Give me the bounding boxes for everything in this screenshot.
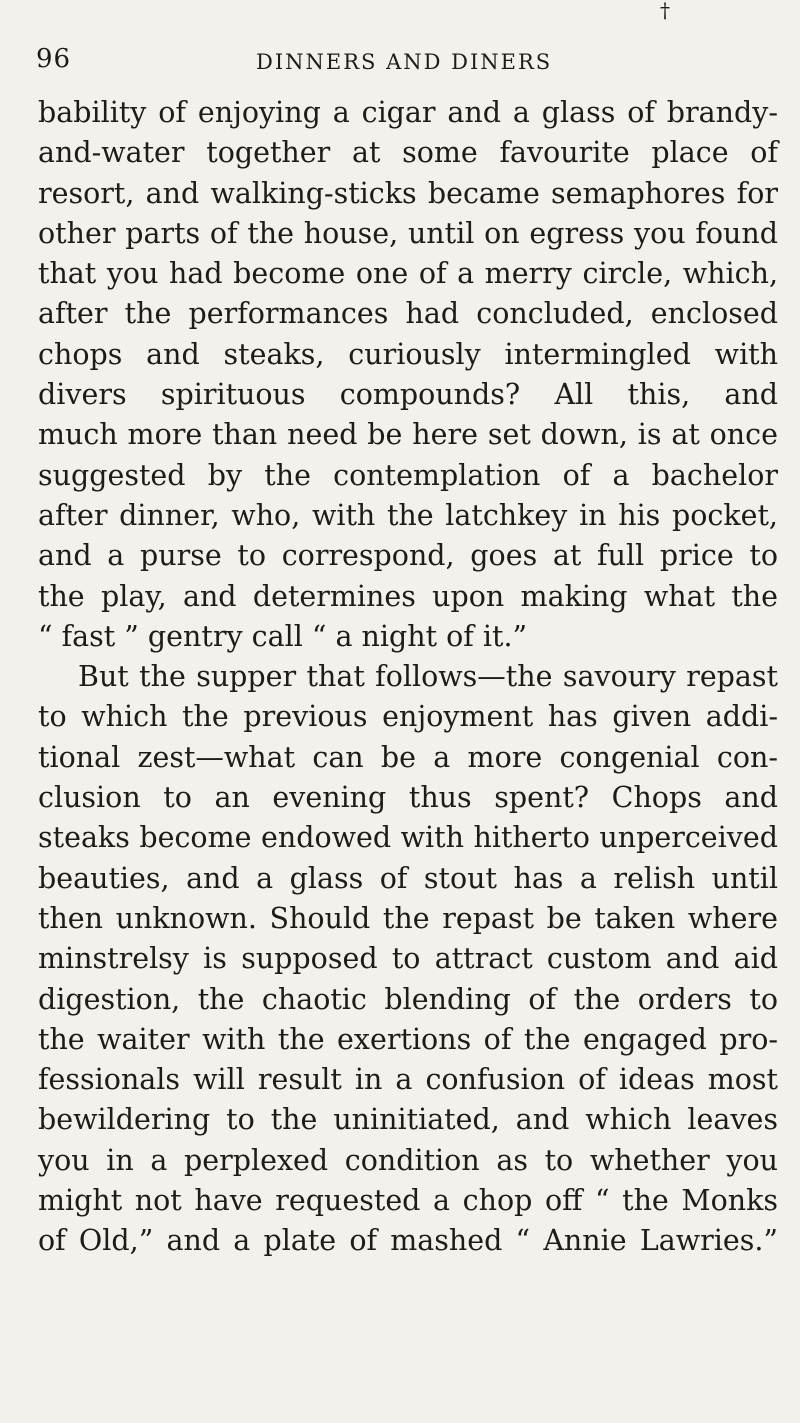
text-line: then unknown. Should the repast be taken where bbox=[38, 901, 778, 935]
text-line: bability of enjoying a cigar and a glass of brandy- bbox=[38, 96, 778, 129]
text-line: and a purse to correspond, goes at full price to bbox=[38, 539, 778, 573]
printer-mark: † bbox=[660, 0, 670, 22]
text-line: steaks become endowed with hitherto unperceived bbox=[38, 821, 778, 855]
text-line: of Old,” and a plate of mashed “ Annie Lawries.” bbox=[38, 1224, 778, 1258]
body-text bbox=[38, 93, 778, 1262]
text-line: bewildering to the uninitiated, and which leaves bbox=[38, 1103, 778, 1137]
text-line: after the performances had concluded, enclosed bbox=[38, 297, 778, 331]
text-line: to which the previous enjoyment has given addi- bbox=[38, 700, 778, 734]
text-line: the play, and determines upon making what the bbox=[38, 579, 778, 613]
text-line: much more than need be here set down, is at once bbox=[38, 418, 778, 452]
text-line: after dinner, who, with the latchkey in his pocket, bbox=[38, 498, 778, 532]
text-line: minstrelsy is supposed to attract custom and aid bbox=[38, 942, 778, 976]
text-line-paragraph-end: “ fast ” gentry call “ a night of it.” bbox=[38, 619, 528, 653]
text-line: and-water together at some favourite place of bbox=[38, 136, 778, 170]
text-line-paragraph-start: But the supper that follows—the savoury repast bbox=[78, 660, 778, 694]
text-line: other parts of the house, until on egress you found bbox=[38, 216, 778, 250]
text-line: might not have requested a chop off “ the Monks bbox=[38, 1184, 778, 1218]
text-line: chops and steaks, curiously intermingled with bbox=[38, 337, 778, 371]
text-line: that you had become one of a merry circle, which, bbox=[38, 257, 778, 291]
page-number: 96 bbox=[36, 44, 72, 74]
page-header bbox=[0, 42, 800, 82]
text-line: tional zest—what can be a more congenial con- bbox=[38, 740, 778, 774]
text-line: beauties, and a glass of stout has a relish until bbox=[38, 861, 778, 895]
text-line: divers spirituous compounds? All this, and bbox=[38, 378, 778, 412]
text-line: fessionals will result in a confusion of ideas most bbox=[38, 1063, 778, 1097]
text-line: you in a perplexed condition as to whether you bbox=[38, 1143, 778, 1177]
text-line: suggested by the contemplation of a bachelor bbox=[38, 458, 778, 492]
text-line: resort, and walking-sticks became semaphores for bbox=[38, 176, 778, 210]
text-line: the waiter with the exertions of the engaged pro- bbox=[38, 1022, 778, 1056]
text-line: clusion to an evening thus spent? Chops and bbox=[38, 781, 778, 815]
running-head: DINNERS AND DINERS bbox=[256, 50, 553, 74]
text-line: digestion, the chaotic blending of the orders to bbox=[38, 982, 778, 1016]
